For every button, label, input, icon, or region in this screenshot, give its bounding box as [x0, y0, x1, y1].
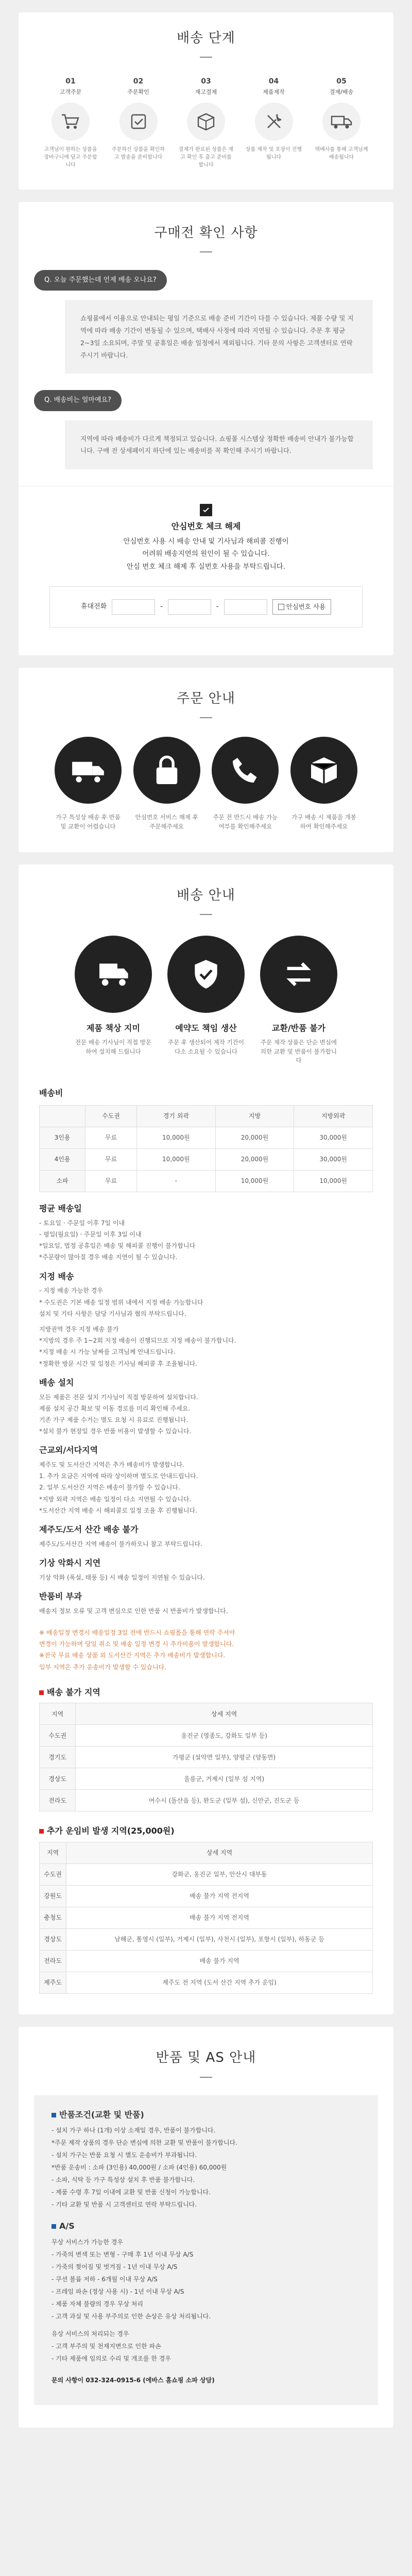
table-cell: 남해군, 통영시 (일부), 거제시 (일부), 사천시 (일부), 포항시 (일부), 하동군 등: [66, 1929, 373, 1951]
step-number: 04: [268, 77, 279, 86]
table-cell: 20,000원: [215, 1149, 294, 1171]
order-guide-desc: 주문 전 반드시 배송 가능 여부를 확인해주세요: [213, 814, 278, 830]
feature-item: [167, 936, 245, 1065]
question-row: [34, 270, 393, 291]
order-guide-desc: 가구 배송 시 제품을 개봉하여 확인해주세요: [291, 814, 356, 830]
step-number: 01: [65, 77, 76, 86]
feature-desc: 주문 제작 상품은 단순 변심에 의한 교환 및 반품이 불가합니다: [261, 1038, 337, 1064]
table-cell: 무료: [85, 1171, 136, 1192]
step-label: 제품제작: [263, 88, 285, 95]
section-title: 구매전 확인 사항: [19, 223, 393, 252]
info-line: *지정 배송 시 가능 날짜를 고객님께 안내드립니다.: [39, 1348, 176, 1356]
answer-bubble: 지역에 따라 배송비가 다르게 책정되고 있습니다. 쇼핑몰 시스템상 정확한 배송비 안내가 불가능합니다. 구매 전 상세페이지 하단에 있는 배송비를 꼭 확인해 주시기 바랍니다.: [65, 420, 373, 470]
table-cell: 무료: [85, 1149, 136, 1171]
table-header-cell: 상세 지역: [76, 1703, 373, 1725]
table-header-cell: 지방외곽: [294, 1106, 373, 1127]
table-cell: 배송 불가 지역 전지역: [66, 1907, 373, 1929]
returns-heading: [52, 2109, 360, 2122]
table-cell: 여수시 (돌산읍 등), 완도군 (일부 섬), 신안군, 진도군 등: [76, 1790, 373, 1811]
warning-line: ※전국 무료 배송 상품 외 도서산간 지역은 추가 배송비가 발생합니다.: [39, 1652, 226, 1659]
warning-notes: [39, 1627, 373, 1673]
box-icon: [187, 103, 225, 141]
table-row: [40, 1768, 373, 1790]
info-line: - 평일(월요일) · 주문일 이후 3일 이내: [39, 1231, 142, 1239]
safe-number-line: 안심번호 사용 시 배송 안내 및 기사님과 해피콜 진행이: [123, 537, 289, 546]
info-heading: 평균 배송일: [39, 1204, 82, 1214]
returns-lines: [52, 2124, 360, 2211]
order-guide-item: [133, 737, 200, 832]
feature-title: 교환/반품 불가: [271, 1023, 326, 1033]
text-line: *반품 운송비 : 소파 (3인용) 40,000원 / 소파 (4인용) 60,000원: [52, 2164, 227, 2172]
delivery-body: [19, 1087, 393, 1994]
table-cell: 옹진군 (영종도, 강화도 일부 등): [76, 1725, 373, 1747]
feature-title: 제품 책상 지미: [87, 1023, 140, 1033]
returns-heading-text: 반품조건(교환 및 반품): [59, 2109, 144, 2120]
step-item: [313, 76, 370, 169]
step-number: 05: [336, 77, 347, 86]
section-title: 주문 안내: [44, 688, 368, 718]
table-row: [40, 1864, 373, 1886]
info-heading: 반품비 부과: [39, 1591, 82, 1601]
table-cell: 수도권: [40, 1725, 76, 1747]
table-cell: 강원도: [40, 1886, 66, 1907]
safe-number-line: 어려워 배송지연의 원인이 될 수 있습니다.: [142, 550, 270, 558]
info-line: 기존 가구 제품 수거는 별도 요청 시 유료로 진행됩니다.: [39, 1416, 188, 1423]
returns-body: [34, 2095, 378, 2405]
feature-list: [19, 915, 393, 1071]
warning-line: 일부 지역은 추가 운송비가 발생할 수 있습니다.: [39, 1663, 166, 1671]
info-block: [39, 1444, 373, 1516]
table-row: [40, 1790, 373, 1811]
section-title: 배송 안내: [19, 885, 393, 915]
table-header-row: [40, 1703, 373, 1725]
step-desc: 고객님이 원하는 상품을 장바구니에 담고 주문합니다: [44, 147, 97, 168]
step-desc: 결제가 완료된 상품은 재고 확인 후 출고 준비를 합니다: [178, 147, 234, 168]
text-line: *주문 제작 상품의 경우 단순 변심에 의한 교환 및 반품이 불가합니다.: [52, 2139, 237, 2147]
section-title: 배송 단계: [19, 28, 393, 58]
feature-item: [75, 936, 152, 1065]
phone-input-3[interactable]: [224, 599, 267, 615]
question-bubble: Q. 오늘 주문했는데 언제 배송 오나요?: [34, 270, 167, 291]
text-line: - 프레임 파손 (정상 사용 시) - 1년 이내 무상 A/S: [52, 2288, 184, 2296]
info-block: [39, 1590, 373, 1617]
as-paid-lines: [52, 2340, 360, 2365]
as-intro: 무상 서비스가 가능한 경우: [52, 2239, 123, 2246]
table-cell: 경상도: [40, 1929, 66, 1951]
order-guide-card: [19, 668, 393, 852]
info-line: *설치 불가 현장일 경우 반품 비용이 발생할 수 있습니다.: [39, 1428, 192, 1435]
table-header-row: [40, 1106, 373, 1127]
info-block: [39, 1377, 373, 1437]
shipping-steps-card: [19, 12, 393, 190]
as-lines: [52, 2248, 360, 2323]
table-row: [40, 1886, 373, 1907]
info-heading: 근교외/서다지역: [39, 1445, 98, 1455]
checkbox-icon: [200, 504, 212, 516]
checkbox-label: 안심번호 사용: [286, 603, 326, 611]
info-line: [39, 1319, 373, 1324]
dash: -: [216, 602, 219, 611]
phone-input-1[interactable]: [112, 599, 155, 615]
table-cell: 30,000원: [294, 1149, 373, 1171]
extra-fee-heading: [39, 1825, 373, 1838]
table-header-cell: 수도권: [85, 1106, 136, 1127]
table-cell: -: [137, 1171, 216, 1192]
step-label: 결제/배송: [329, 88, 354, 95]
table-row: [40, 1929, 373, 1951]
table-cell: 10,000원: [137, 1127, 216, 1149]
text-line: - 기타 교환 및 반품 시 고객센터로 연락 부탁드립니다.: [52, 2201, 197, 2209]
question-row: [34, 390, 393, 411]
table-cell: 10,000원: [137, 1149, 216, 1171]
table-cell: 배송 불가 지역: [66, 1951, 373, 1972]
info-line: 지방권역 경우 지정 배송 불가: [39, 1325, 119, 1333]
order-guide-list: [44, 737, 368, 832]
step-desc: 택배사를 통해 고객님께 배송됩니다: [315, 147, 368, 161]
info-heading: 제주도/도서 산간 배송 불가: [39, 1524, 139, 1534]
region-table: [39, 1703, 373, 1811]
info-heading: 지정 배송: [39, 1271, 74, 1281]
answer-bubble: 쇼핑몰에서 이용으로 안내되는 평일 기준으로 배송 준비 기간이 다를 수 있습니다. 제품 수량 및 지역에 따라 배송 기간이 변동될 수 있으며, 택배사 사정에 따라 지연될 수 있습니다. 주문 후 평균 2~3일 소요되며, 주말 및 공휴일은 배송 일정에서 제외됩니다. 기타 문의 사항은 고객센터로 연락 주시기 바랍니다.: [65, 300, 373, 374]
order-guide-item: [212, 737, 279, 832]
text-line: - 고객 부주의 및 천재지변으로 인한 파손: [52, 2343, 161, 2350]
step-item: [246, 76, 302, 169]
info-line: 제주도 및 도서산간 지역은 추가 배송비가 발생합니다.: [39, 1461, 184, 1469]
page: [0, 12, 412, 2428]
info-line: 제주도/도서산간 지역 배송이 불가하오니 참고 부탁드립니다.: [39, 1540, 202, 1548]
lock-icon: [133, 737, 200, 804]
as-heading: [52, 2220, 360, 2233]
delivery-info-blocks: [39, 1202, 373, 1617]
text-line: - 기타 제품에 임의로 수리 및 개조를 한 경우: [52, 2355, 171, 2363]
cs-line: 문의 사항이 032-324-0915-6 (에바스 홈쇼핑 소파 상담): [52, 2377, 215, 2384]
text-line: - 쿠션 볼륨 저하 - 6개월 이내 무상 A/S: [52, 2276, 158, 2283]
warning-line: 변경이 가능하며 당일 취소 및 배송 일정 변경 시 추가비용이 발생합니다.: [39, 1640, 234, 1648]
cart-icon: [52, 103, 90, 141]
table-cell: 30,000원: [294, 1127, 373, 1149]
call-icon: [212, 737, 279, 804]
table-row: [40, 1127, 373, 1149]
safe-number-title: 안심번호 체크 해제: [171, 521, 241, 532]
text-line: - 고객 과실 및 사용 부주의로 인한 손상은 유상 처리됩니다.: [52, 2313, 211, 2320]
text-line: - 제품 수령 후 7일 이내에 교환 및 반품 신청이 가능합니다.: [52, 2189, 211, 2196]
table-cell: 20,000원: [215, 1127, 294, 1149]
delivery-card: [19, 865, 393, 2015]
bullet-icon: [52, 2224, 56, 2229]
step-item: [178, 76, 234, 169]
as-paid: 유상 서비스의 처리되는 경우: [52, 2330, 129, 2338]
table-header-cell: 상세 지역: [66, 1842, 373, 1864]
bullet-icon: [52, 2113, 56, 2117]
table-row: [40, 1907, 373, 1929]
pre-order-card: [19, 202, 393, 655]
question-bubble: Q. 배송비는 얼마예요?: [34, 390, 122, 411]
table-header-cell: [40, 1106, 85, 1127]
table-cell: 3인용: [40, 1127, 85, 1149]
step-label: 고객주문: [59, 88, 82, 95]
order-guide-item: [55, 737, 122, 832]
step-label: 주문확인: [127, 88, 149, 95]
shield-icon: [167, 936, 245, 1013]
safe-number-line: 안심 번호 체크 해제 후 실번호 사용을 부탁드립니다.: [126, 562, 286, 571]
truck-icon: [55, 737, 122, 804]
info-line: *도서산간 지역 배송 시 해피콜로 일정 조율 후 진행됩니다.: [39, 1506, 197, 1514]
safe-number-form: [49, 586, 363, 628]
phone-input-2[interactable]: [168, 599, 211, 615]
order-guide-desc: 안심번호 서비스 해제 후 주문해주세요: [135, 814, 198, 830]
table-row: [40, 1149, 373, 1171]
info-line: 제품 설치 공간 확보 및 이동 경로를 미리 확인해 주세요.: [39, 1404, 191, 1412]
info-line: 배송지 정보 오류 및 고객 변심으로 인한 반품 시 반품비가 발생합니다.: [39, 1607, 228, 1615]
info-line: * 수도권은 기본 배송 일정 범위 내에서 지정 배송 가능합니다: [39, 1298, 203, 1306]
table-cell: 경상도: [40, 1768, 76, 1790]
info-line: 2. 일부 도서산간 지역은 배송이 불가할 수 있습니다.: [39, 1484, 180, 1492]
info-block: [39, 1202, 373, 1263]
step-desc: 주문하신 상품을 확인하고 발송을 준비합니다: [112, 147, 165, 161]
table-row: [40, 1951, 373, 1972]
table-cell: 울릉군, 거제시 (일부 섬 지역): [76, 1768, 373, 1790]
table-row: [40, 1725, 373, 1747]
region-heading: [39, 1686, 373, 1699]
info-heading: 기상 악화시 지연: [39, 1557, 101, 1568]
order-guide-item: [290, 737, 357, 832]
fee-heading: 배송비: [39, 1088, 63, 1098]
section-title: 반품 및 AS 안내: [19, 2047, 393, 2077]
table-header-cell: 경기 외곽: [137, 1106, 216, 1127]
step-desc: 상품 제작 및 포장이 진행됩니다: [245, 147, 302, 161]
region-heading-text: 배송 불가 지역: [47, 1687, 100, 1697]
info-line: 모든 제품은 전문 설치 기사님이 직접 방문하여 설치합니다.: [39, 1393, 198, 1401]
info-line: *지방 외곽 지역은 배송 일정이 다소 지연될 수 있습니다.: [39, 1495, 192, 1503]
table-cell: 전라도: [40, 1790, 76, 1811]
extra-fee-table: [39, 1842, 373, 1994]
table-cell: 경기도: [40, 1747, 76, 1768]
as-heading-text: A/S: [59, 2221, 75, 2231]
table-header-cell: 지역: [40, 1703, 76, 1725]
fee-table: [39, 1105, 373, 1192]
table-cell: 소파: [40, 1171, 85, 1192]
info-line: - 지정 배송 가능한 경우: [39, 1287, 103, 1295]
order-guide-desc: 가구 특성상 배송 후 반품 및 교환이 어렵습니다: [56, 814, 121, 830]
info-heading: 배송 설치: [39, 1377, 74, 1387]
feature-desc: 주문 후 생산되어 제작 기간이 다소 소요될 수 있습니다: [168, 1038, 244, 1055]
table-cell: 무료: [85, 1127, 136, 1149]
phone-label: 휴대전화: [80, 602, 107, 611]
info-line: - 토요일 · 주문일 이후 7일 이내: [39, 1219, 125, 1227]
info-line: *일요일, 법정 공휴일은 배송 및 해피콜 진행이 불가합니다: [39, 1242, 196, 1250]
text-line: - 제품 자체 불량의 경우 무상 처리: [52, 2300, 143, 2308]
info-block: [39, 1523, 373, 1550]
table-cell: 제주도 전 지역 (도서 산간 지역 추가 운임): [66, 1972, 373, 1994]
table-row: [40, 1171, 373, 1192]
feature-title: 예약도 책임 생산: [175, 1023, 237, 1033]
checkbox-icon: [278, 604, 284, 610]
bullet-icon: [39, 1829, 44, 1834]
step-item: [110, 76, 167, 169]
feature-desc: 전문 배송 기사님이 직접 방문하여 설치해 드립니다: [75, 1038, 151, 1055]
dash: -: [160, 602, 163, 611]
table-row: [40, 1747, 373, 1768]
warning-line: ※ 배송일정 변경시 배송일정 3일 전에 반드시 쇼핑몰을 통해 연락 주셔야: [39, 1629, 235, 1636]
info-block: [39, 1270, 373, 1369]
table-cell: 전라도: [40, 1951, 66, 1972]
table-cell: 10,000원: [215, 1171, 294, 1192]
table-row: [40, 1972, 373, 1994]
feature-item: [260, 936, 337, 1065]
table-cell: 충청도: [40, 1907, 66, 1929]
table-cell: 강화군, 옹진군 일부, 안산시 대부동: [66, 1864, 373, 1886]
info-block: [39, 1557, 373, 1583]
info-line: 기상 악화 (폭설, 태풍 등) 시 배송 일정이 지연될 수 있습니다.: [39, 1573, 205, 1581]
table-cell: 가평군 (설악면 일부), 양평군 (양동면): [76, 1747, 373, 1768]
safe-number-checkbox[interactable]: [272, 599, 331, 615]
step-number: 03: [201, 77, 211, 86]
text-line: - 가죽의 찢어짐 및 벗겨짐 - 1년 이내 무상 A/S: [52, 2263, 178, 2271]
step-number: 02: [133, 77, 144, 86]
info-line: *정확한 방문 시간 및 일정은 기사님 해피콜 후 조율됩니다.: [39, 1360, 197, 1367]
delivery-icon: [75, 936, 152, 1013]
tools-icon: [255, 103, 293, 141]
text-line: - 가죽의 변색 또는 변형 - 구매 후 1년 이내 무상 A/S: [52, 2251, 194, 2259]
extra-heading-text: 추가 운임비 발생 지역(25,000원): [47, 1826, 175, 1836]
table-header-cell: 지방: [215, 1106, 294, 1127]
info-line: *주문량이 많아질 경우 배송 지연이 될 수 있습니다.: [39, 1253, 178, 1261]
text-line: - 설치 가구 하나 (1개) 이상 소재일 경우, 반품이 불가합니다.: [52, 2127, 216, 2134]
text-line: - 설치 가구는 반품 요청 시 별도 운송비가 부과됩니다.: [52, 2151, 197, 2159]
table-header-row: [40, 1842, 373, 1864]
check-icon: [119, 103, 158, 141]
box-icon: [290, 737, 357, 804]
truck-icon: [322, 103, 360, 141]
step-label: 재고결제: [195, 88, 217, 95]
info-line: *지방의 경우 주 1~2회 지정 배송이 진행되므로 지정 배송이 불가합니다.: [39, 1337, 236, 1345]
table-cell: 4인용: [40, 1149, 85, 1171]
safe-number-notice: [19, 486, 393, 651]
steps-list: [19, 58, 393, 190]
step-item: [42, 76, 99, 169]
table-cell: 10,000원: [294, 1171, 373, 1192]
bullet-icon: [39, 1690, 44, 1695]
info-line: 1. 추가 요금은 지역에 따라 상이하며 별도로 안내드립니다.: [39, 1472, 198, 1480]
returns-card: [19, 2027, 393, 2428]
exchange-icon: [260, 936, 337, 1013]
table-cell: 배송 불가 지역 전지역: [66, 1886, 373, 1907]
table-cell: 제주도: [40, 1972, 66, 1994]
text-line: - 소파, 식탁 등 가구 특성상 설치 후 반품 불가합니다.: [52, 2176, 195, 2184]
info-line: 설치 및 기타 사항은 담당 기사님과 협의 부탁드립니다.: [39, 1310, 186, 1317]
table-header-cell: 지역: [40, 1842, 66, 1864]
table-cell: 수도권: [40, 1864, 66, 1886]
